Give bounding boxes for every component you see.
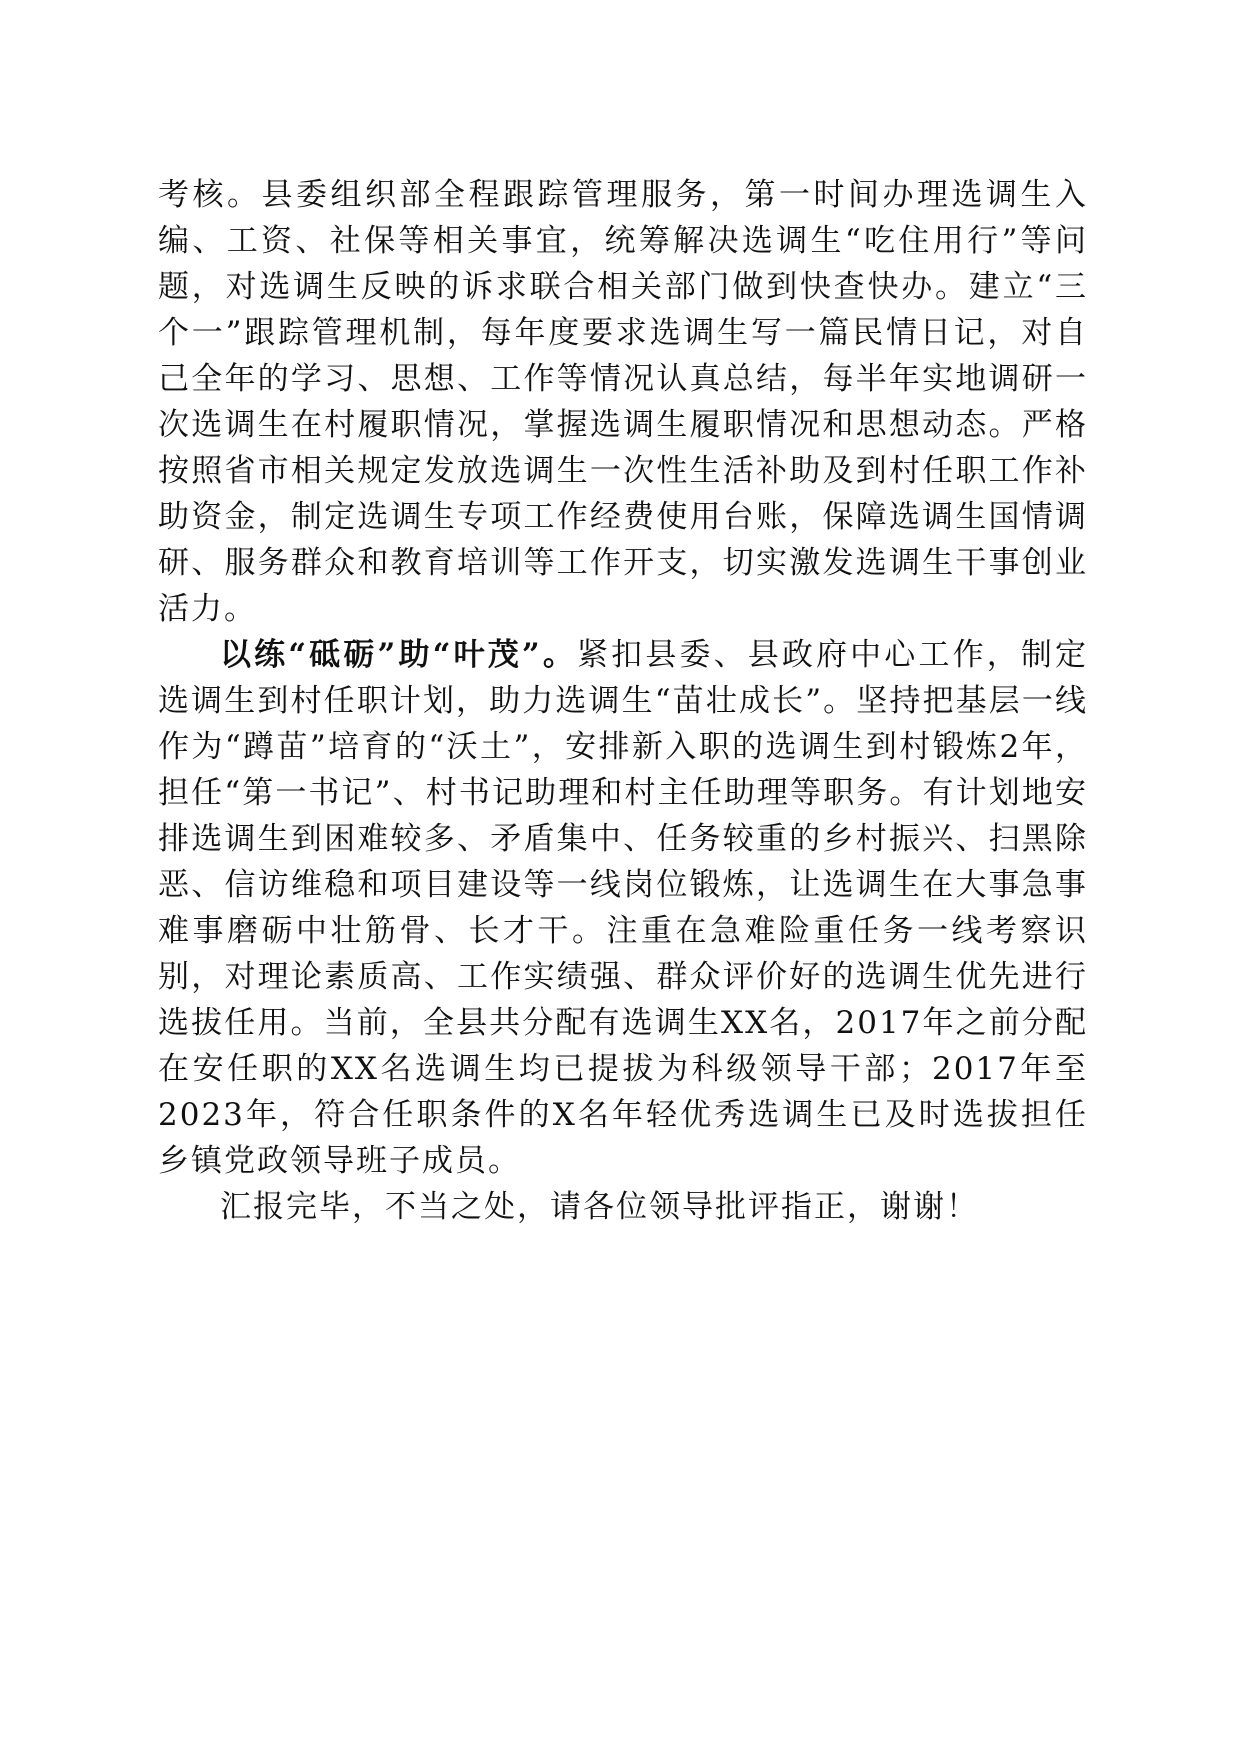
- paragraph-body: 考核。县委组织部全程跟踪管理服务，第一时间办理选调生入编、工资、社保等相关事宜，统筹解决选调生“吃住用行”等问题，对选调生反映的诉求联合相关部门做到快查快办。建立“三个一”跟踪管理机制，每年度要求选调生写一篇民情日记，对自己全年的学习、思想、工作等情况认真总结，每半年实地调研一次选调生在村履职情况，掌握选调生履职情况和思想动态。严格按照省市相关规定发放选调生一次性生活补助及到村任职工作补助资金，制定选调生专项工作经费使用台账，保障选调生国情调研、服务群众和教育培训等工作开支，切实激发选调生干事创业活力。: [158, 177, 1088, 627]
- paragraph-continuation: [158, 172, 1088, 632]
- paragraph-body: 汇报完毕，不当之处，请各位领导批评指正，谢谢！: [220, 1189, 979, 1225]
- document-page: [158, 172, 1088, 1230]
- paragraph-heading: 以练“砥砺”助“叶茂”。: [220, 637, 578, 673]
- paragraph-body: 紧扣县委、县政府中心工作，制定选调生到村任职计划，助力选调生“苗壮成长”。坚持把基层一线作为“蹲苗”培育的“沃土”，安排新入职的选调生到村锻炼2年，担任“第一书记”、村书记助理和村主任助理等职务。有计划地安排选调生到困难较多、矛盾集中、任务较重的乡村振兴、扫黑除恶、信访维稳和项目建设等一线岗位锻炼，让选调生在大事急事难事磨砺中壮筋骨、长才干。注重在急难险重任务一线考察识别，对理论素质高、工作实绩强、群众评价好的选调生优先进行选拔任用。当前，全县共分配有选调生XX名，2017年之前分配在安任职的XX名选调生均已提拔为科级领导干部；2017年至2023年，符合任职条件的X名年轻优秀选调生已及时选拔担任乡镇党政领导班子成员。: [158, 637, 1089, 1179]
- paragraph-section: [158, 632, 1088, 1184]
- paragraph-closing: [158, 1184, 1088, 1230]
